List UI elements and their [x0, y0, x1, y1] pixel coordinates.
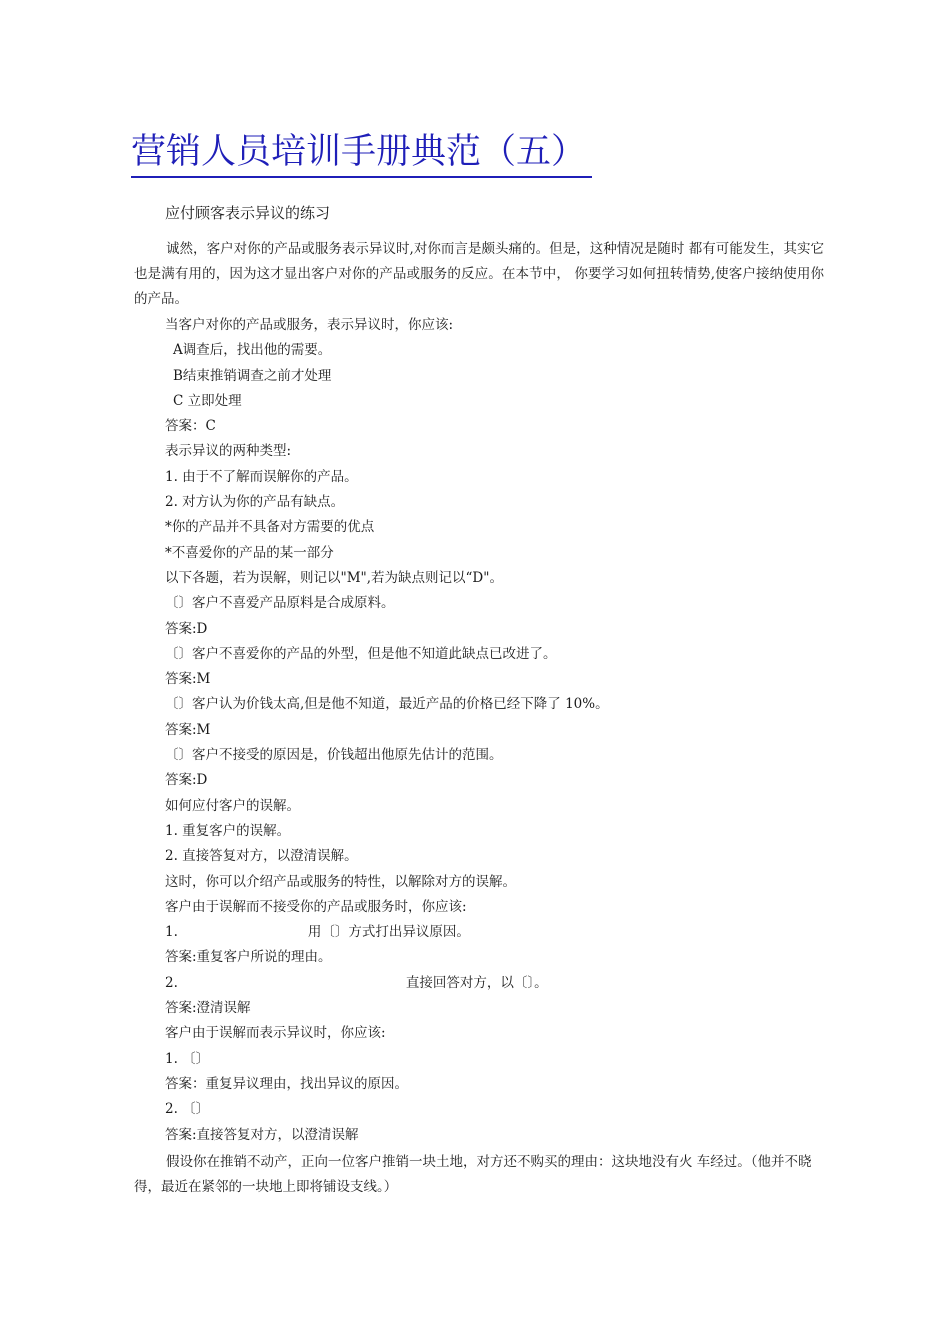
text-line: 表示异议的两种类型:: [165, 443, 292, 460]
bullet-item: *不喜爱你的产品的某一部分: [165, 544, 334, 561]
question-line: 当客户对你的产品或服务，表示异议时，你应该:: [165, 317, 454, 333]
question-number: 1.: [165, 924, 178, 941]
option-b: B结束推销调查之前才处理: [173, 367, 332, 384]
answer-line: 答案:重复客户所说的理由。: [165, 949, 332, 966]
question-text: 直接回答对方，以〔〕。: [405, 974, 548, 991]
option-c: C 立即处理: [173, 392, 242, 409]
option-a: A调查后，找出他的需要。: [173, 342, 332, 359]
answer-line: 答案:D: [165, 772, 208, 789]
list-item: 1. 由于不了解而误解你的产品。: [165, 468, 358, 485]
document-title[interactable]: 营销人员培训手册典范（五）: [131, 128, 592, 178]
list-item: 1. 〔〕: [165, 1050, 210, 1067]
exercise-item: 〔〕客户认为价钱太高,但是他不知道，最近产品的价格已经下降了 10%。: [165, 696, 609, 713]
list-item: 2. 对方认为你的产品有缺点。: [165, 494, 345, 511]
answer-line: 答案:M: [165, 671, 211, 688]
answer-line: 答案:M: [165, 721, 211, 738]
list-item: 1. 重复客户的误解。: [165, 822, 291, 839]
fill-question-1: [165, 920, 609, 945]
question-line: 客户由于误解而表示异议时，你应该:: [165, 1025, 386, 1042]
question-number: 2.: [165, 974, 178, 991]
answer-line: 答案：C: [165, 418, 216, 435]
answer-line: 答案:直接答复对方，以澄清误解: [165, 1126, 359, 1143]
question-text: 用〔〕方式打出异议原因。: [307, 924, 470, 941]
answer-line: 答案:D: [165, 620, 208, 637]
list-item: 2. 直接答复对方，以澄清误解。: [165, 848, 358, 865]
exercise-item: 〔〕客户不喜爱你的产品的外型，但是他不知道此缺点已改进了。: [165, 645, 557, 662]
intro-paragraph: 诚然，客户对你的产品或服务表示异议时,对你而言是颇头痛的。但是，这种情况是随时 都有可能发生，其实它也是满有用的，因为这才显出客户对你的产品或服务的反应。在本节中， 你要学习如何扭转情势,使客户接纳使用你的产品。: [134, 241, 824, 307]
answer-line: 答案：重复异议理由，找出异议的原因。: [165, 1075, 408, 1092]
bullet-item: *你的产品并不具备对方需要的优点: [165, 519, 375, 536]
question-line: 客户由于误解而不接受你的产品或服务时，你应该:: [165, 898, 467, 915]
exercise-item: 〔〕客户不接受的原因是，价钱超出他原先估计的范围。: [165, 747, 503, 764]
list-item: 2. 〔〕: [165, 1101, 210, 1118]
exercise-lines: [165, 313, 609, 1148]
closing-paragraph: 假设你在推销不动产，正向一位客户推销一块土地，对方还不购买的理由：这块地没有火 车经过。（他并不晓得，最近在紧邻的一块地上即将铺设支线。）: [134, 1154, 812, 1195]
instruction-line: 以下各题，若为误解，则记以"M",若为缺点则记以“D"。: [165, 569, 503, 586]
text-line: 这时，你可以介绍产品或服务的特性，以解除对方的误解。: [165, 873, 516, 890]
section-subtitle: 应付顾客表示异议的练习: [165, 204, 331, 222]
answer-line: 答案:澄清误解: [165, 1000, 251, 1017]
exercise-item: 〔〕客户不喜爱产品原料是合成原料。: [165, 595, 395, 612]
fill-question-2: [165, 971, 609, 996]
text-line: 如何应付客户的误解。: [165, 797, 300, 814]
